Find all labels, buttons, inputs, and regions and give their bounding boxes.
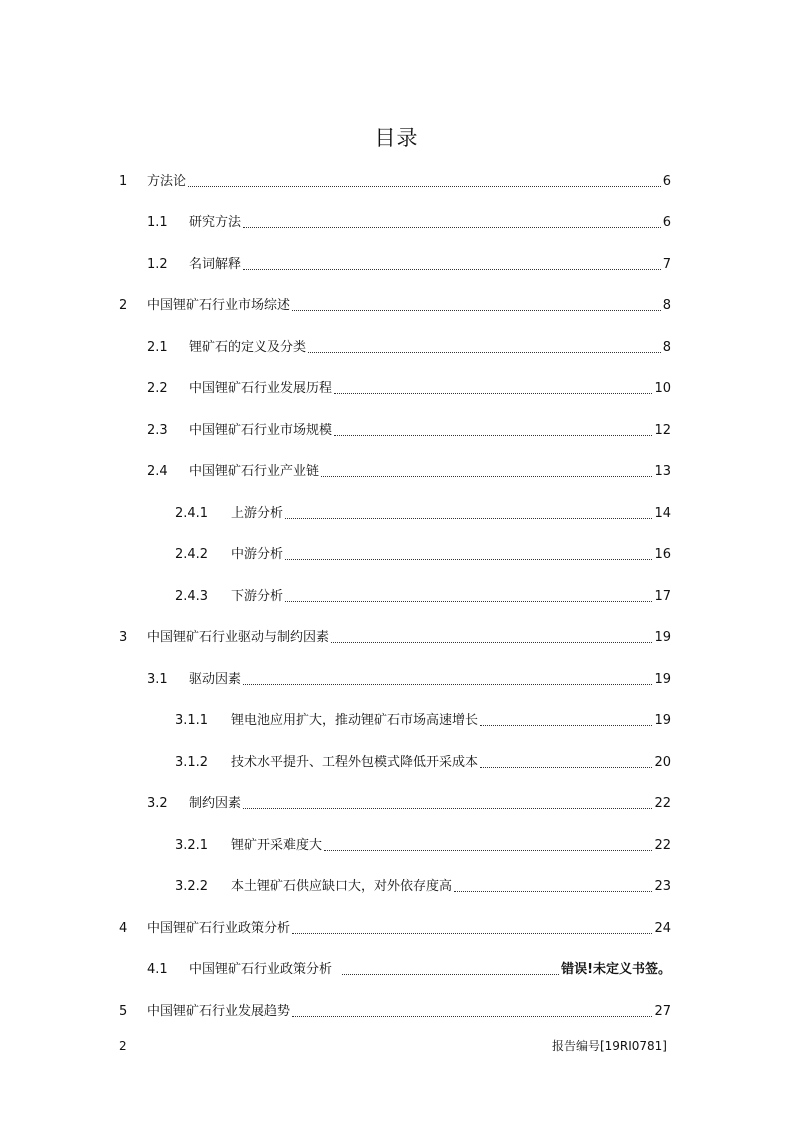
- toc-entry-number: 2.4.3: [175, 589, 209, 604]
- footer-page-number: 2: [119, 1039, 127, 1053]
- toc-entry-label: 中国锂矿石行业发展历程: [189, 381, 333, 396]
- toc-entry-number: 3.1: [147, 672, 168, 687]
- toc-entry-number: 2.4: [147, 464, 168, 479]
- toc-dot-leader: [331, 642, 652, 643]
- toc-entry-number: 5: [119, 1004, 128, 1019]
- toc-entry-number: 1.2: [147, 257, 168, 272]
- toc-entry-page: 22: [654, 796, 671, 811]
- toc-dot-leader: [334, 435, 652, 436]
- toc-dot-leader: [480, 767, 652, 768]
- toc-entry-page: 8: [662, 340, 671, 355]
- toc-entry-number: 1.1: [147, 215, 168, 230]
- toc-entry-label: 中国锂矿石行业政策分析: [189, 962, 333, 977]
- toc-entry-label: 中国锂矿石行业市场规模: [189, 423, 333, 438]
- toc-entry-page: 24: [654, 921, 671, 936]
- toc-entry-label: 制约因素: [189, 796, 242, 811]
- toc-entry[interactable]: [147, 461, 671, 481]
- toc-entry[interactable]: [175, 710, 671, 730]
- footer-report-id: 报告编号[19RI0781]: [551, 1039, 667, 1053]
- toc-bookmark-error: 错误!未定义书签。: [561, 962, 671, 977]
- toc-entry[interactable]: [147, 420, 671, 440]
- toc-entry[interactable]: [147, 669, 671, 689]
- toc-entry[interactable]: [147, 212, 671, 232]
- toc-entry-number: 3.2.2: [175, 879, 209, 894]
- toc-entry-number: 2.1: [147, 340, 168, 355]
- toc-entry[interactable]: [175, 876, 671, 896]
- toc-entry-page: 19: [654, 713, 671, 728]
- toc-dot-leader: [243, 227, 661, 228]
- toc-entry-page: 8: [662, 298, 671, 313]
- toc-dot-leader: [334, 393, 652, 394]
- toc-dot-leader: [243, 808, 652, 809]
- toc-entry[interactable]: [175, 835, 671, 855]
- toc-entry-label: 中国锂矿石行业驱动与制约因素: [147, 630, 330, 645]
- toc-entry-number: 2.2: [147, 381, 168, 396]
- toc-entry-number: 3.1.2: [175, 755, 209, 770]
- toc-dot-leader: [308, 352, 661, 353]
- toc-entry-page: 12: [654, 423, 671, 438]
- toc-entry-label: 研究方法: [189, 215, 242, 230]
- toc-title: 目录: [374, 126, 419, 150]
- toc-entry-label: 本土锂矿石供应缺口大，对外依存度高: [231, 879, 453, 894]
- toc-entry-number: 4: [119, 921, 128, 936]
- toc-entry-number: 3.1.1: [175, 713, 209, 728]
- toc-entry[interactable]: [119, 1001, 671, 1021]
- toc-dot-leader: [342, 974, 559, 975]
- toc-entry-number: 2.4.2: [175, 547, 209, 562]
- toc-entry-label: 锂矿石的定义及分类: [189, 340, 307, 355]
- toc-entry-number: 2.4.1: [175, 506, 209, 521]
- toc-dot-leader: [292, 933, 652, 934]
- toc-entry-label: 中游分析: [231, 547, 284, 562]
- toc-entry-label: 名词解释: [189, 257, 242, 272]
- toc-entry[interactable]: [119, 627, 671, 647]
- toc-entry-page: 27: [654, 1004, 671, 1019]
- toc-entry-page: 20: [654, 755, 671, 770]
- toc-entry-number: 3.2.1: [175, 838, 209, 853]
- toc-entry-number: 3: [119, 630, 128, 645]
- toc-entry-label: 中国锂矿石行业政策分析: [147, 921, 291, 936]
- toc-entry[interactable]: [175, 544, 671, 564]
- toc-entry[interactable]: [147, 793, 671, 813]
- toc-entry-label: 上游分析: [231, 506, 284, 521]
- toc-entry-page: 23: [654, 879, 671, 894]
- toc-dot-leader: [454, 891, 652, 892]
- toc-entry-number: 3.2: [147, 796, 168, 811]
- toc-entry-page: 6: [662, 215, 671, 230]
- toc-entry[interactable]: [119, 918, 671, 938]
- toc-dot-leader: [243, 684, 652, 685]
- toc-entry-number: 2: [119, 298, 128, 313]
- toc-entry[interactable]: [147, 337, 671, 357]
- toc-entry[interactable]: [175, 586, 671, 606]
- toc-dot-leader: [292, 310, 661, 311]
- toc-entry-label: 技术水平提升、工程外包模式降低开采成本: [231, 755, 479, 770]
- toc-dot-leader: [292, 1016, 652, 1017]
- toc-dot-leader: [243, 269, 661, 270]
- toc-dot-leader: [321, 476, 652, 477]
- toc-entry-page: 16: [654, 547, 671, 562]
- toc-entry-label: 驱动因素: [189, 672, 242, 687]
- toc-entry-page: 6: [662, 174, 671, 189]
- toc-dot-leader: [285, 518, 652, 519]
- toc-entry-page: 7: [662, 257, 671, 272]
- toc-entry-label: 方法论: [147, 174, 187, 189]
- toc-entry-page: 22: [654, 838, 671, 853]
- toc-entry-page: 19: [654, 672, 671, 687]
- toc-dot-leader: [480, 725, 652, 726]
- toc-dot-leader: [188, 186, 661, 187]
- toc-entry-page: 17: [654, 589, 671, 604]
- toc-entry[interactable]: [119, 171, 671, 191]
- toc-entry[interactable]: [119, 295, 671, 315]
- toc-entry-label: 下游分析: [231, 589, 284, 604]
- toc-entry-label: 锂电池应用扩大，推动锂矿石市场高速增长: [231, 713, 479, 728]
- toc-entry[interactable]: [175, 503, 671, 523]
- toc-entry-page: 14: [654, 506, 671, 521]
- toc-dot-leader: [285, 559, 652, 560]
- toc-entry-label: 中国锂矿石行业产业链: [189, 464, 320, 479]
- toc-entry-label: 中国锂矿石行业发展趋势: [147, 1004, 291, 1019]
- toc-entry-page: 13: [654, 464, 671, 479]
- toc-entry[interactable]: [147, 959, 671, 979]
- toc-entry-page: 10: [654, 381, 671, 396]
- toc-entry[interactable]: [175, 752, 671, 772]
- toc-entry-number: 2.3: [147, 423, 168, 438]
- toc-dot-leader: [285, 601, 652, 602]
- toc-entry[interactable]: [147, 378, 671, 398]
- toc-entry-number: 1: [119, 174, 128, 189]
- toc-entry[interactable]: [147, 254, 671, 274]
- toc-entry-label: 锂矿开采难度大: [231, 838, 323, 853]
- toc-dot-leader: [324, 850, 652, 851]
- toc-entry-number: 4.1: [147, 962, 168, 977]
- toc-entry-label: 中国锂矿石行业市场综述: [147, 298, 291, 313]
- toc-entry-page: 19: [654, 630, 671, 645]
